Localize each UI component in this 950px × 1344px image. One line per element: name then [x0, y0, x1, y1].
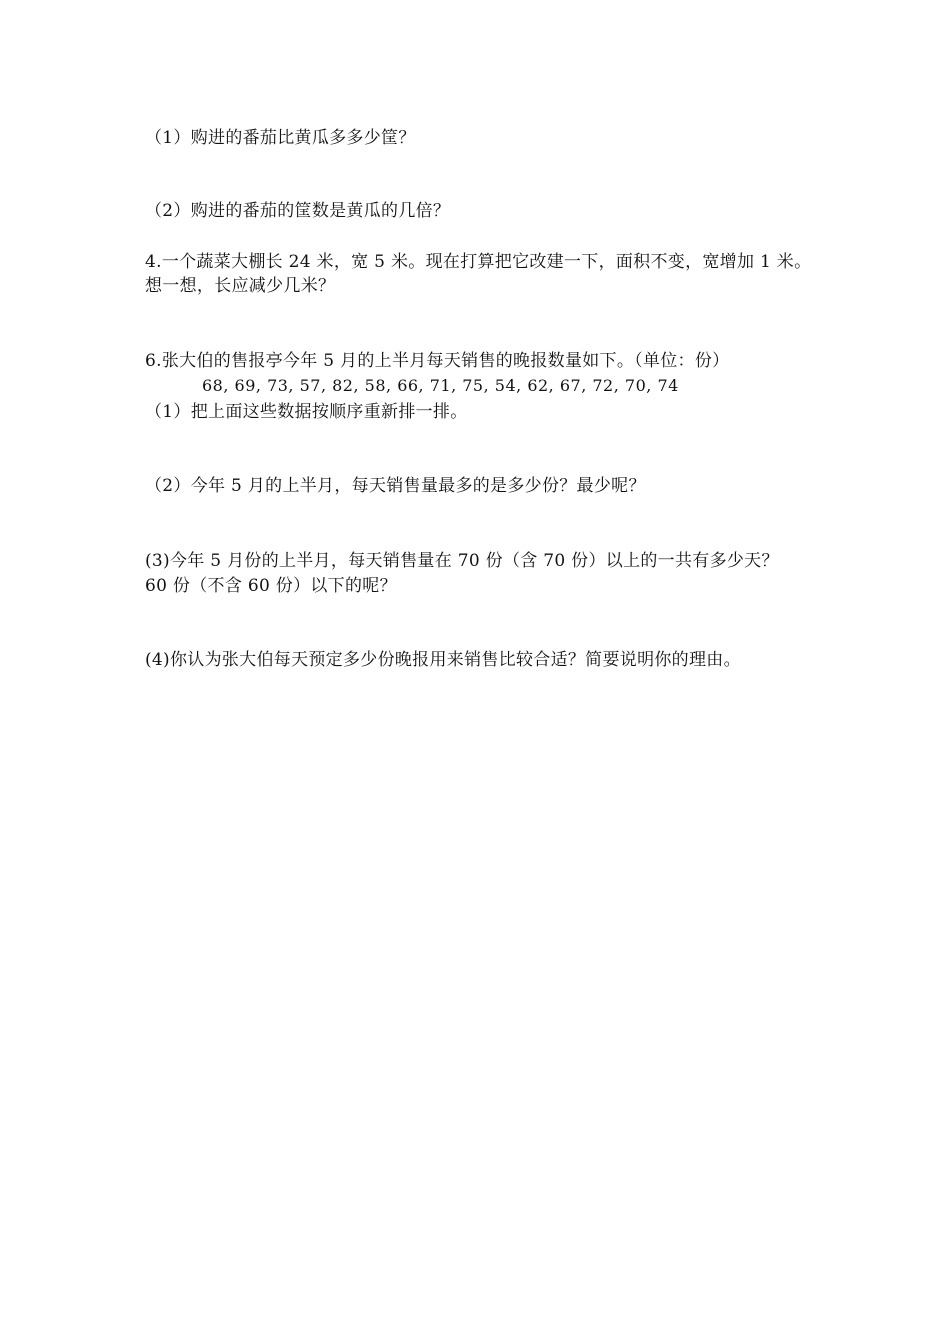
question-6-intro: 6.张大伯的售报亭今年 5 月的上半月每天销售的晚报数量如下。（单位：份） — [145, 351, 730, 371]
question-6-part-3-line-2: 60 份（不含 60 份）以下的呢？ — [145, 576, 397, 596]
question-3-part-2: （2）购进的番茄的筐数是黄瓜的几倍？ — [145, 201, 451, 221]
question-6-part-1: （1）把上面这些数据按顺序重新排一排。 — [145, 402, 468, 422]
question-6-part-4: (4)你认为张大伯每天预定多少份晚报用来销售比较合适？简要说明你的理由。 — [145, 650, 741, 670]
question-6-part-2: （2）今年 5 月的上半月，每天销售量最多的是多少份？最少呢？ — [145, 476, 646, 496]
question-6-part-3-line-1: (3)今年 5 月份的上半月，每天销售量在 70 份（含 70 份）以上的一共有多少天？ — [145, 551, 779, 571]
question-4-line-2: 想一想，长应减少几米？ — [145, 276, 336, 296]
question-3-part-1: （1）购进的番茄比黄瓜多多少筐？ — [145, 128, 416, 148]
question-6-data-row: 68, 69, 73, 57, 82, 58, 66, 71, 75, 54, 62, 67, 72, 70, 74 — [202, 376, 679, 395]
question-4-line-1: 4.一个蔬菜大棚长 24 米，宽 5 米。现在打算把它改建一下，面积不变，宽增加 1 米。 — [145, 252, 812, 272]
